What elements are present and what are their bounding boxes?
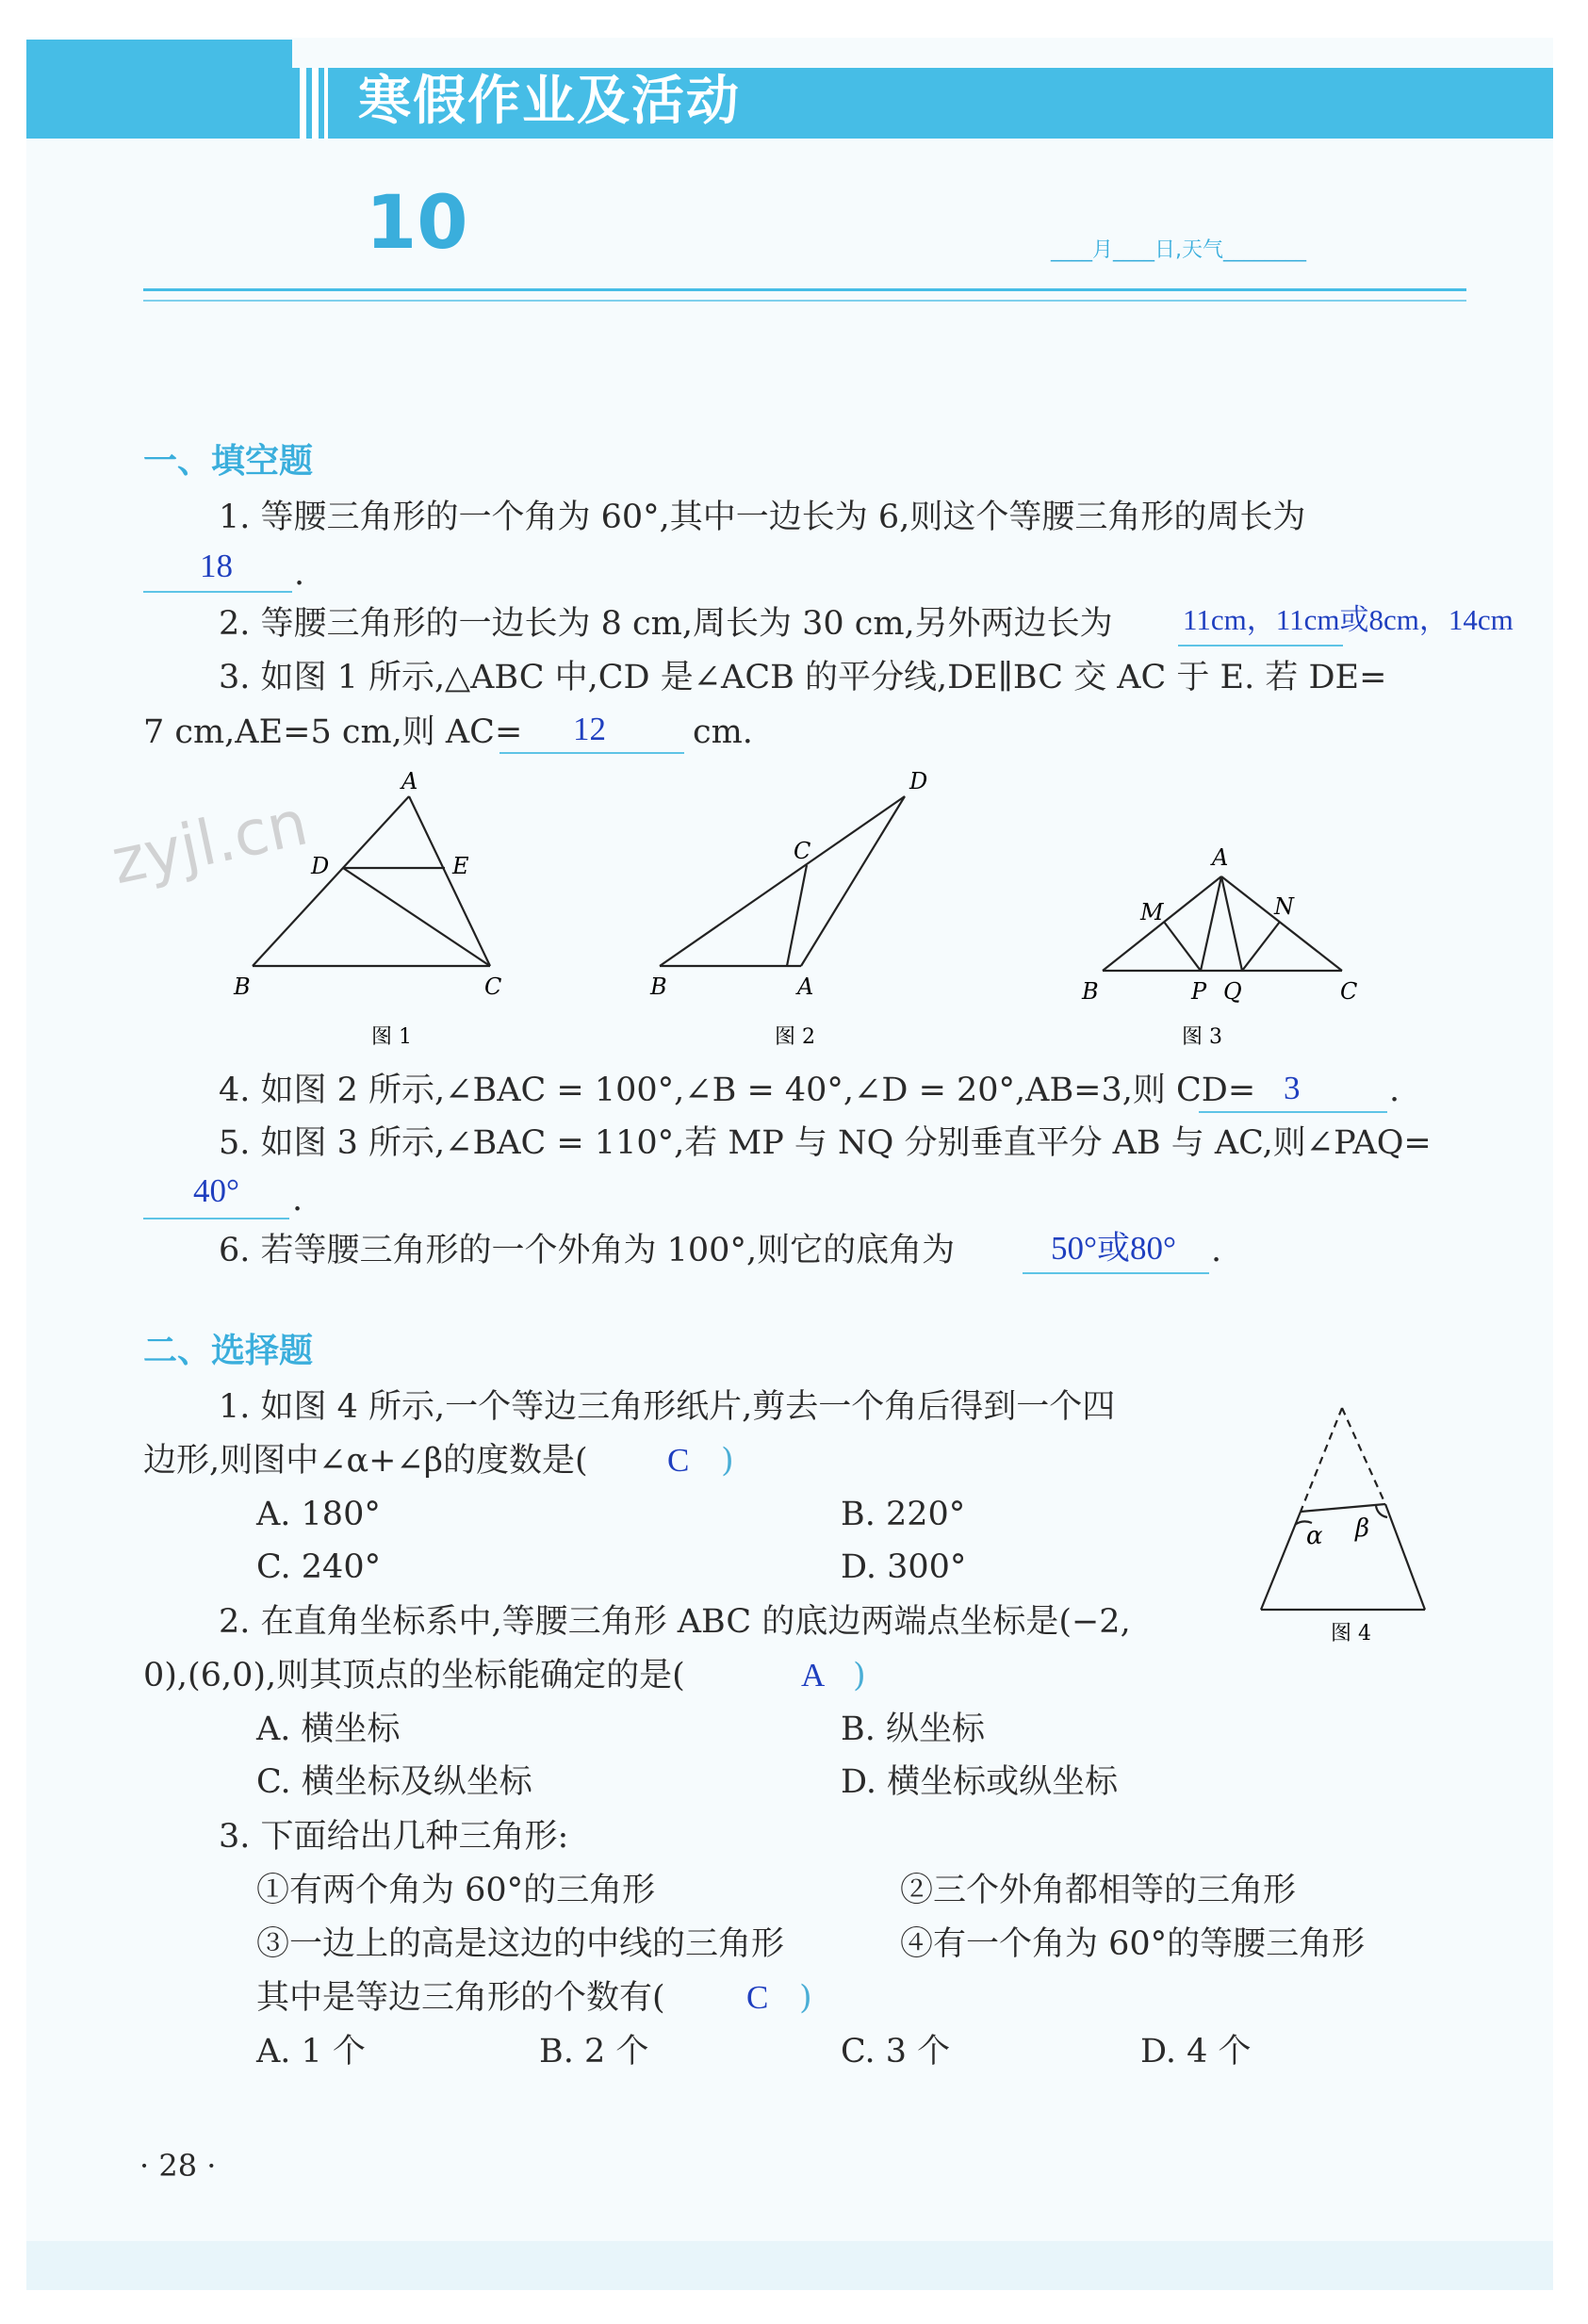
fill-q1-text: 1. 等腰三角形的一个角为 60°,其中一边长为 6,则这个等腰三角形的周长为 xyxy=(219,499,1306,536)
fig1-caption: 图 1 xyxy=(371,1025,412,1049)
fig3-label-P: P xyxy=(1191,978,1207,1005)
fill-q2-answer: 11cm，11cm或8cm，14cm xyxy=(1183,603,1514,636)
fig1-label-B: B xyxy=(234,974,251,1000)
choice-q1-text: 1. 如图 4 所示,一个等边三角形纸片,剪去一个角后得到一个四 xyxy=(219,1388,1116,1426)
fill-q4-end: . xyxy=(1389,1072,1400,1109)
bottom-band xyxy=(26,2241,1553,2290)
choice-q3-answer: C xyxy=(746,1979,769,2016)
choice-q3-item-3: ③一边上的高是这边的中线的三角形 xyxy=(256,1925,785,1963)
fig4-label-beta: β xyxy=(1355,1514,1370,1543)
fill-q5-answer: 40° xyxy=(193,1172,239,1209)
choice-q3-option-a: A. 1 个 xyxy=(256,2033,366,2070)
fig3-label-B: B xyxy=(1082,978,1099,1005)
page-number: · 28 · xyxy=(139,2148,217,2184)
section-fill-title: 一、填空题 xyxy=(143,442,314,481)
choice-q2-option-d: D. 横坐标或纵坐标 xyxy=(841,1763,1119,1801)
figure-2 xyxy=(631,768,952,1051)
fig3-label-Q: Q xyxy=(1223,978,1242,1005)
header-title: 寒假作业及活动 xyxy=(358,71,741,132)
choice-q3-option-c: C. 3 个 xyxy=(841,2033,951,2070)
fig2-label-B: B xyxy=(650,974,667,1000)
fig2-caption: 图 2 xyxy=(775,1025,815,1049)
fig1-label-D: D xyxy=(311,853,330,879)
fill-q5-end: . xyxy=(292,1181,303,1219)
fill-q2-text: 2. 等腰三角形的一边长为 8 cm,周长为 30 cm,另外两边长为 xyxy=(219,605,1113,643)
choice-q3-option-d: D. 4 个 xyxy=(1140,2033,1252,2070)
choice-q2-option-c: C. 横坐标及纵坐标 xyxy=(256,1763,532,1801)
fig1-label-A: A xyxy=(401,768,418,794)
fig3-label-N: N xyxy=(1274,893,1294,920)
fill-q5-text: 5. 如图 3 所示,∠BAC = 110°,若 MP 与 NQ 分别垂直平分 AB 与 AC,则∠PAQ= xyxy=(219,1124,1432,1162)
fig2-label-D: D xyxy=(909,768,928,794)
header-stripes xyxy=(300,68,328,139)
watermark: zyjl.cn xyxy=(106,786,314,899)
choice-q1-answer: C xyxy=(667,1442,690,1479)
figure-3 xyxy=(1065,829,1385,1056)
section-choice-title: 二、选择题 xyxy=(143,1332,314,1370)
fig3-label-M: M xyxy=(1140,899,1164,925)
figure-4 xyxy=(1244,1395,1470,1659)
date-weather-line: ____月____日,天气________ xyxy=(1051,238,1306,262)
choice-q2-option-b: B. 纵坐标 xyxy=(841,1710,985,1748)
choice-q1-close: ) xyxy=(721,1442,734,1480)
choice-q3-item-2: ②三个外角都相等的三角形 xyxy=(900,1872,1297,1909)
choice-q1-text2: 边形,则图中∠α+∠β的度数是( xyxy=(143,1442,588,1480)
fill-q1-end: . xyxy=(294,555,305,593)
fig2-label-A: A xyxy=(797,974,814,1000)
fig4-label-alpha: α xyxy=(1306,1522,1323,1550)
choice-q3-item-1: ①有两个角为 60°的三角形 xyxy=(256,1872,656,1909)
fill-q6-text: 6. 若等腰三角形的一个外角为 100°,则它的底角为 xyxy=(219,1232,956,1269)
fill-q3-blank xyxy=(499,752,684,754)
fill-q3-end: cm. xyxy=(693,713,753,751)
fill-q4-answer: 3 xyxy=(1284,1070,1301,1106)
fill-q3-answer: 12 xyxy=(573,711,606,747)
choice-q3-text2: 其中是等边三角形的个数有( xyxy=(256,1979,665,2017)
fig2-label-C: C xyxy=(794,838,811,864)
choice-q2-text2: 0),(6,0),则其顶点的坐标能确定的是( xyxy=(143,1657,685,1694)
fill-q1-answer: 18 xyxy=(200,548,233,584)
choice-q3-close: ) xyxy=(799,1979,812,2017)
fill-q6-blank xyxy=(1023,1272,1209,1274)
choice-q3-option-b: B. 2 个 xyxy=(539,2033,649,2070)
fill-q6-end: . xyxy=(1211,1232,1222,1269)
choice-q2-text: 2. 在直角坐标系中,等腰三角形 ABC 的底边两端点坐标是(−2, xyxy=(219,1603,1131,1641)
header-rule-thin xyxy=(143,300,1466,302)
fig1-label-E: E xyxy=(452,853,469,879)
fill-q6-answer: 50°或80° xyxy=(1051,1230,1176,1267)
choice-q1-option-a: A. 180° xyxy=(256,1496,381,1533)
fill-q4-text: 4. 如图 2 所示,∠BAC = 100°,∠B = 40°,∠D = 20°,AB=3,则 CD= xyxy=(219,1072,1256,1109)
fig3-label-A: A xyxy=(1212,844,1229,871)
choice-q3-item-4: ④有一个角为 60°的等腰三角形 xyxy=(900,1925,1366,1963)
header-banner xyxy=(26,40,292,139)
lesson-number: 10 xyxy=(366,181,468,266)
choice-q2-answer: A xyxy=(801,1657,826,1694)
fill-q3-text2: 7 cm,AE=5 cm,则 AC= xyxy=(143,713,523,751)
choice-q3-text: 3. 下面给出几种三角形: xyxy=(219,1818,569,1856)
choice-q2-close: ) xyxy=(853,1657,866,1694)
fig1-label-C: C xyxy=(484,974,502,1000)
fill-q4-blank xyxy=(1199,1111,1387,1113)
fill-q2-blank xyxy=(1178,645,1343,646)
fill-q1-blank xyxy=(143,591,292,593)
fill-q3-text: 3. 如图 1 所示,△ABC 中,CD 是∠ACB 的平分线,DE∥BC 交 AC 于 E. 若 DE= xyxy=(219,659,1387,696)
fig4-caption: 图 4 xyxy=(1331,1622,1371,1645)
fig3-caption: 图 3 xyxy=(1182,1025,1222,1049)
fig3-label-C: C xyxy=(1340,978,1358,1005)
header-rule xyxy=(143,288,1466,291)
choice-q1-option-c: C. 240° xyxy=(256,1548,382,1586)
choice-q1-option-d: D. 300° xyxy=(841,1548,967,1586)
fill-q5-blank xyxy=(143,1218,289,1219)
choice-q1-option-b: B. 220° xyxy=(841,1496,966,1533)
choice-q2-option-a: A. 横坐标 xyxy=(256,1710,401,1748)
